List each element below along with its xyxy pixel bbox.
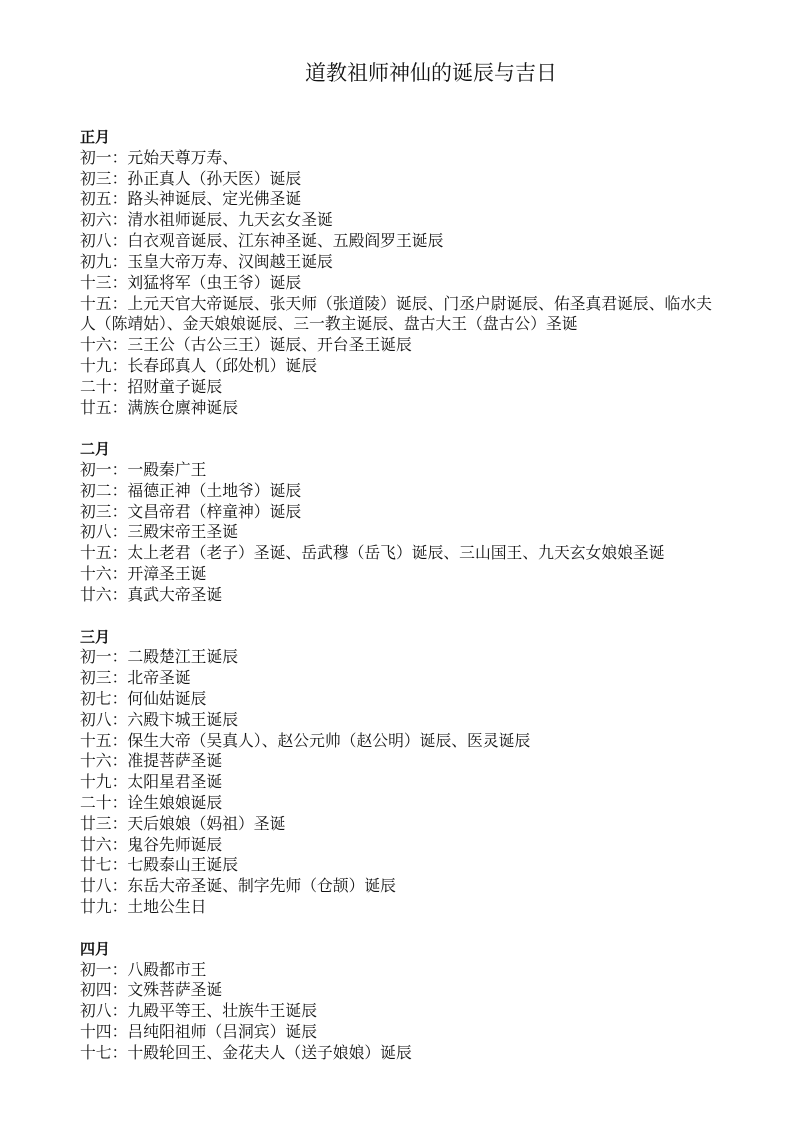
entry-text: 三王公（古公三王）诞辰、开台圣王诞辰 xyxy=(127,335,412,355)
calendar-entry xyxy=(80,377,720,398)
calendar-entry xyxy=(80,189,720,210)
entry-separator: ： xyxy=(111,1021,128,1041)
entry-separator: ： xyxy=(111,980,128,1000)
entry-text: 玉皇大帝万寿、汉闽越王诞辰 xyxy=(127,251,333,271)
entry-day: 廿八 xyxy=(80,876,112,896)
calendar-entry xyxy=(80,148,720,169)
calendar-entry xyxy=(80,585,720,606)
entry-separator: ： xyxy=(111,147,128,167)
entry-day: 初一 xyxy=(80,959,112,979)
entry-text: 天后娘娘（妈祖）圣诞 xyxy=(127,813,286,833)
entry-text: 元始天尊万寿、 xyxy=(127,147,239,167)
calendar-entry xyxy=(80,897,720,918)
entry-separator: ： xyxy=(111,668,128,688)
entry-day: 十五 xyxy=(80,293,112,313)
calendar-entry xyxy=(80,772,720,793)
entry-day: 十九 xyxy=(80,355,112,375)
entry-separator: ： xyxy=(111,688,128,708)
entry-separator: ： xyxy=(111,355,128,375)
entry-day: 廿五 xyxy=(80,397,112,417)
calendar-entry xyxy=(80,980,720,1001)
calendar-entry xyxy=(80,647,720,668)
calendar-entry xyxy=(80,231,720,252)
calendar-entry xyxy=(80,252,720,273)
entry-day: 初八 xyxy=(80,231,112,251)
entry-separator: ： xyxy=(111,876,128,896)
entry-text: 十殿轮回王、金花夫人（送子娘娘）诞辰 xyxy=(127,1042,412,1062)
entry-day: 十五 xyxy=(80,543,112,563)
entry-text: 真武大帝圣诞 xyxy=(127,584,223,604)
entry-separator: ： xyxy=(111,189,128,209)
calendar-entry xyxy=(80,1022,720,1043)
entry-text: 上元天官大帝诞辰、张天师（张道陵）诞辰、门丞户尉诞辰、佑圣真君诞辰、临水夫人（陈靖姑）、金天娘娘诞辰、三一教主诞辰、盘古大王（盘古公）圣诞 xyxy=(80,293,712,334)
entry-separator: ： xyxy=(111,397,128,417)
month-section xyxy=(80,127,720,418)
entry-text: 八殿都市王 xyxy=(127,959,207,979)
entry-separator: ： xyxy=(111,480,128,500)
entry-text: 文殊菩萨圣诞 xyxy=(127,980,223,1000)
calendar-entry xyxy=(80,502,720,523)
calendar-entry xyxy=(80,169,720,190)
calendar-entry xyxy=(80,1001,720,1022)
entry-day: 初八 xyxy=(80,522,112,542)
calendar-entry xyxy=(80,356,720,377)
entry-text: 长春邱真人（邱处机）诞辰 xyxy=(127,355,317,375)
entry-day: 初三 xyxy=(80,668,112,688)
entry-text: 路头神诞辰、定光佛圣诞 xyxy=(127,189,302,209)
entry-day: 初八 xyxy=(80,1001,112,1021)
entry-text: 东岳大帝圣诞、制字先师（仓颉）诞辰 xyxy=(127,876,396,896)
entry-day: 初五 xyxy=(80,189,112,209)
entry-day: 初三 xyxy=(80,501,112,521)
calendar-entry xyxy=(80,210,720,231)
entry-separator: ： xyxy=(111,231,128,251)
calendar-entry xyxy=(80,876,720,897)
calendar-entry xyxy=(80,335,720,356)
entry-day: 廿九 xyxy=(80,897,112,917)
entry-day: 二十 xyxy=(80,376,112,396)
entry-day: 十九 xyxy=(80,772,112,792)
entry-day: 廿七 xyxy=(80,855,112,875)
entry-text: 白衣观音诞辰、江东神圣诞、五殿阎罗王诞辰 xyxy=(127,231,444,251)
entry-day: 初六 xyxy=(80,210,112,230)
entry-day: 二十 xyxy=(80,793,112,812)
entry-day: 初一 xyxy=(80,147,112,167)
entry-separator: ： xyxy=(111,272,128,292)
entry-separator: ： xyxy=(111,1042,128,1062)
entry-text: 准提菩萨圣诞 xyxy=(127,751,223,771)
entry-day: 初一 xyxy=(80,647,112,667)
entry-separator: ： xyxy=(111,709,128,729)
month-heading: 三月 xyxy=(80,627,111,646)
calendar-entry xyxy=(80,689,720,710)
calendar-entry xyxy=(80,543,720,564)
entry-text: 刘猛将军（虫王爷）诞辰 xyxy=(127,272,302,292)
calendar-entry xyxy=(80,522,720,543)
month-section xyxy=(80,939,720,1064)
entry-separator: ： xyxy=(111,293,128,313)
entry-text: 孙正真人（孙天医）诞辰 xyxy=(127,168,302,188)
entry-day: 初一 xyxy=(80,460,112,479)
calendar-entry xyxy=(80,855,720,876)
calendar-entry xyxy=(80,710,720,731)
entry-text: 吕纯阳祖师（吕洞宾）诞辰 xyxy=(127,1021,317,1041)
entry-text: 北帝圣诞 xyxy=(127,668,191,688)
entry-text: 七殿泰山王诞辰 xyxy=(127,855,239,875)
entry-day: 初八 xyxy=(80,709,112,729)
entry-text: 何仙姑诞辰 xyxy=(127,688,207,708)
entry-text: 福德正神（土地爷）诞辰 xyxy=(127,480,302,500)
entry-day: 初四 xyxy=(80,980,112,1000)
entry-separator: ： xyxy=(111,730,128,750)
entry-separator: ： xyxy=(111,813,128,833)
calendar-entry xyxy=(80,481,720,502)
entry-day: 十四 xyxy=(80,1021,112,1041)
entry-text: 九殿平等王、壮族牛王诞辰 xyxy=(127,1001,317,1021)
entry-text: 三殿宋帝王圣诞 xyxy=(127,522,239,542)
calendar-entry xyxy=(80,835,720,856)
month-heading: 二月 xyxy=(80,440,111,459)
entry-day: 初七 xyxy=(80,688,112,708)
month-heading: 四月 xyxy=(80,939,111,958)
calendar-entry xyxy=(80,668,720,689)
month-section xyxy=(80,627,720,918)
entry-day: 十六 xyxy=(80,564,112,584)
entry-separator: ： xyxy=(111,251,128,271)
entry-day: 十三 xyxy=(80,272,112,292)
entry-separator: ： xyxy=(111,543,128,563)
entry-separator: ： xyxy=(111,897,128,917)
entry-separator: ： xyxy=(111,834,128,854)
calendar-entry xyxy=(80,751,720,772)
calendar-entry xyxy=(80,960,720,981)
entry-separator: ： xyxy=(111,460,128,479)
entry-day: 十七 xyxy=(80,1042,112,1062)
entry-text: 一殿秦广王 xyxy=(127,460,207,479)
calendar-entry xyxy=(80,1043,720,1064)
entry-text: 保生大帝（吴真人）、赵公元帅（赵公明）诞辰、医灵诞辰 xyxy=(127,730,531,750)
entry-text: 鬼谷先师诞辰 xyxy=(127,834,223,854)
month-heading: 正月 xyxy=(80,128,111,146)
entry-day: 初二 xyxy=(80,480,112,500)
entry-separator: ： xyxy=(111,501,128,521)
calendar-entry xyxy=(80,273,720,294)
entry-text: 太阳星君圣诞 xyxy=(127,772,223,792)
entry-day: 廿六 xyxy=(80,834,112,854)
entry-day: 初三 xyxy=(80,168,112,188)
entry-text: 诠生娘娘诞辰 xyxy=(127,793,223,812)
calendar-entry xyxy=(80,460,720,481)
entry-text: 太上老君（老子）圣诞、岳武穆（岳飞）诞辰、三山国王、九天玄女娘娘圣诞 xyxy=(127,543,665,563)
entry-separator: ： xyxy=(111,751,128,771)
entry-separator: ： xyxy=(111,855,128,875)
entry-day: 廿三 xyxy=(80,813,112,833)
calendar-entry xyxy=(80,294,720,336)
entry-separator: ： xyxy=(111,772,128,792)
entry-text: 文昌帝君（梓童神）诞辰 xyxy=(127,501,302,521)
entry-day: 廿六 xyxy=(80,584,112,604)
entry-day: 十五 xyxy=(80,730,112,750)
calendar-entry xyxy=(80,814,720,835)
entry-separator: ： xyxy=(111,564,128,584)
entry-day: 十六 xyxy=(80,751,112,771)
entry-separator: ： xyxy=(111,647,128,667)
document-body xyxy=(80,127,720,1084)
calendar-entry xyxy=(80,398,720,419)
entry-separator: ： xyxy=(111,168,128,188)
entry-separator: ： xyxy=(111,210,128,230)
entry-day: 十六 xyxy=(80,335,112,355)
entry-text: 六殿卞城王诞辰 xyxy=(127,709,239,729)
entry-separator: ： xyxy=(111,793,128,812)
entry-separator: ： xyxy=(111,335,128,355)
entry-day: 初九 xyxy=(80,251,112,271)
entry-separator: ： xyxy=(111,1001,128,1021)
entry-text: 招财童子诞辰 xyxy=(127,376,223,396)
entry-separator: ： xyxy=(111,584,128,604)
calendar-entry xyxy=(80,731,720,752)
entry-text: 满族仓廪神诞辰 xyxy=(127,397,239,417)
entry-text: 开漳圣王诞 xyxy=(127,564,207,584)
calendar-entry xyxy=(80,793,720,814)
entry-separator: ： xyxy=(111,959,128,979)
entry-text: 二殿楚江王诞辰 xyxy=(127,647,239,667)
calendar-entry xyxy=(80,564,720,585)
page-title: 道教祖师神仙的诞辰与吉日 xyxy=(305,61,557,85)
entry-separator: ： xyxy=(111,522,128,542)
entry-text: 清水祖师诞辰、九天玄女圣诞 xyxy=(127,210,333,230)
month-section xyxy=(80,439,720,606)
entry-text: 土地公生日 xyxy=(127,897,207,917)
entry-separator: ： xyxy=(111,376,128,396)
